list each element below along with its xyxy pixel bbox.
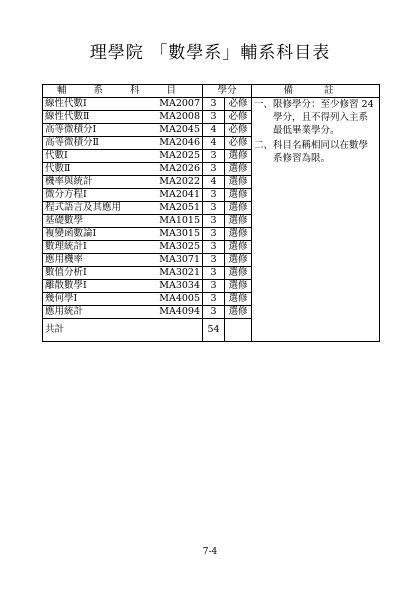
course-credits: 3 [203, 150, 225, 163]
course-code: MA2025 [159, 150, 200, 161]
course-credits: 3 [203, 202, 225, 215]
course-code: MA2007 [159, 98, 200, 109]
course-requirement: 選修 [225, 280, 252, 293]
course-requirement: 必修 [225, 111, 252, 124]
course-requirement: 選修 [225, 202, 252, 215]
note-marker: 一、 [254, 99, 274, 110]
course-requirement: 必修 [225, 124, 252, 137]
total-credits: 54 [203, 319, 225, 342]
course-cell-wrapper [43, 176, 203, 189]
minor-course-table [42, 84, 380, 342]
note-item [254, 98, 377, 137]
course-cell-wrapper [43, 241, 203, 254]
course-cell-wrapper [43, 215, 203, 228]
course-cell-wrapper [43, 163, 203, 176]
course-credits: 3 [203, 228, 225, 241]
course-cell-wrapper [43, 124, 203, 137]
course-cell [45, 280, 200, 292]
course-name: 幾何學Ⅰ [45, 293, 78, 304]
course-cell-wrapper [43, 280, 203, 293]
course-name: 機率與統計 [45, 176, 93, 187]
course-name: 線性代數Ⅰ [45, 98, 87, 109]
course-requirement: 選修 [225, 228, 252, 241]
course-cell [45, 150, 200, 162]
course-cell [45, 293, 200, 305]
credits-header: 學分 [203, 85, 252, 98]
course-credits: 3 [203, 215, 225, 228]
course-code: MA2026 [159, 163, 200, 174]
course-name: 代數Ⅱ [45, 163, 71, 174]
course-table-body [43, 98, 380, 342]
course-name: 應用機率 [45, 254, 84, 265]
course-name: 基礎數學 [45, 215, 84, 226]
course-credits: 3 [203, 280, 225, 293]
course-name: 應用統計 [45, 306, 84, 317]
course-name: 微分方程Ⅰ [45, 189, 87, 200]
course-name: 線性代數Ⅱ [45, 111, 90, 122]
course-cell [45, 124, 200, 136]
table-header-row [43, 85, 380, 98]
course-credits: 4 [203, 137, 225, 150]
course-cell [45, 267, 200, 279]
course-cell-wrapper [43, 228, 203, 241]
course-credits: 3 [203, 98, 225, 111]
course-credits: 4 [203, 176, 225, 189]
course-name: 複變函數論Ⅰ [45, 228, 97, 239]
course-requirement: 選修 [225, 306, 252, 319]
course-requirement: 選修 [225, 176, 252, 189]
course-cell-wrapper [43, 202, 203, 215]
course-credits: 3 [203, 189, 225, 202]
course-code: MA2051 [159, 202, 200, 213]
course-credits: 3 [203, 267, 225, 280]
course-name: 高等微積分Ⅱ [45, 137, 99, 148]
notes-cell [252, 98, 380, 342]
course-credits: 3 [203, 254, 225, 267]
course-credits: 3 [203, 111, 225, 124]
course-name: 數值分析Ⅰ [45, 267, 87, 278]
course-cell-wrapper [43, 189, 203, 202]
course-code: MA1015 [159, 215, 200, 226]
course-cell [45, 176, 200, 188]
course-cell [45, 189, 200, 201]
course-code: MA4094 [159, 306, 200, 317]
notes-header: 備 註 [252, 85, 380, 98]
course-header: 輔 系 科 目 [43, 85, 203, 98]
course-credits: 3 [203, 293, 225, 306]
page-title: 理學院 「數學系」輔系科目表 [89, 43, 331, 63]
course-name: 數理統計Ⅰ [45, 241, 87, 252]
course-cell-wrapper [43, 254, 203, 267]
course-cell-wrapper [43, 293, 203, 306]
course-name: 離散數學Ⅰ [45, 280, 87, 291]
course-cell-wrapper [43, 306, 203, 319]
course-requirement: 選修 [225, 241, 252, 254]
note-text: 科目名稱相同以在數學系修習為限。 [273, 140, 369, 164]
course-cell [45, 215, 200, 227]
course-cell-wrapper [43, 137, 203, 150]
course-code: MA2046 [159, 137, 200, 148]
total-empty [225, 319, 252, 342]
course-credits: 3 [203, 306, 225, 319]
course-credits: 4 [203, 124, 225, 137]
course-requirement: 選修 [225, 150, 252, 163]
course-code: MA3034 [159, 280, 200, 291]
course-code: MA3071 [159, 254, 200, 265]
course-name: 程式語言及其應用 [45, 202, 122, 213]
note-marker: 二、 [254, 140, 274, 151]
course-cell [45, 306, 200, 318]
course-requirement: 選修 [225, 293, 252, 306]
course-code: MA3025 [159, 241, 200, 252]
course-name: 高等微積分Ⅰ [45, 124, 97, 135]
course-cell-wrapper [43, 150, 203, 163]
course-cell [45, 228, 200, 240]
course-credits: 3 [203, 163, 225, 176]
course-cell [45, 202, 200, 214]
course-cell [45, 111, 200, 123]
course-requirement: 必修 [225, 137, 252, 150]
course-code: MA2041 [159, 189, 200, 200]
course-requirement: 必修 [225, 98, 252, 111]
course-code: MA2022 [159, 176, 200, 187]
course-cell-wrapper [43, 267, 203, 280]
course-cell [45, 254, 200, 266]
course-requirement: 選修 [225, 267, 252, 280]
course-cell [45, 163, 200, 175]
page-number: 7-4 [202, 547, 218, 557]
course-code: MA2045 [159, 124, 200, 135]
course-credits: 3 [203, 241, 225, 254]
course-code: MA4005 [159, 293, 200, 304]
course-requirement: 選修 [225, 163, 252, 176]
course-code: MA3021 [159, 267, 200, 278]
course-requirement: 選修 [225, 254, 252, 267]
course-requirement: 選修 [225, 189, 252, 202]
course-requirement: 選修 [225, 215, 252, 228]
course-cell [45, 241, 200, 253]
course-cell [45, 98, 200, 110]
note-text: 限修學分：至少修習 24 學分，且不得列入主系最低畢業學分。 [273, 99, 374, 136]
course-name: 代數Ⅰ [45, 150, 68, 161]
total-label: 共計 [43, 319, 203, 342]
course-code: MA2008 [159, 111, 200, 122]
course-cell-wrapper [43, 111, 203, 124]
course-cell-wrapper [43, 98, 203, 111]
note-item [254, 139, 377, 165]
table-row [43, 98, 380, 111]
course-code: MA3015 [159, 228, 200, 239]
course-cell [45, 137, 200, 149]
